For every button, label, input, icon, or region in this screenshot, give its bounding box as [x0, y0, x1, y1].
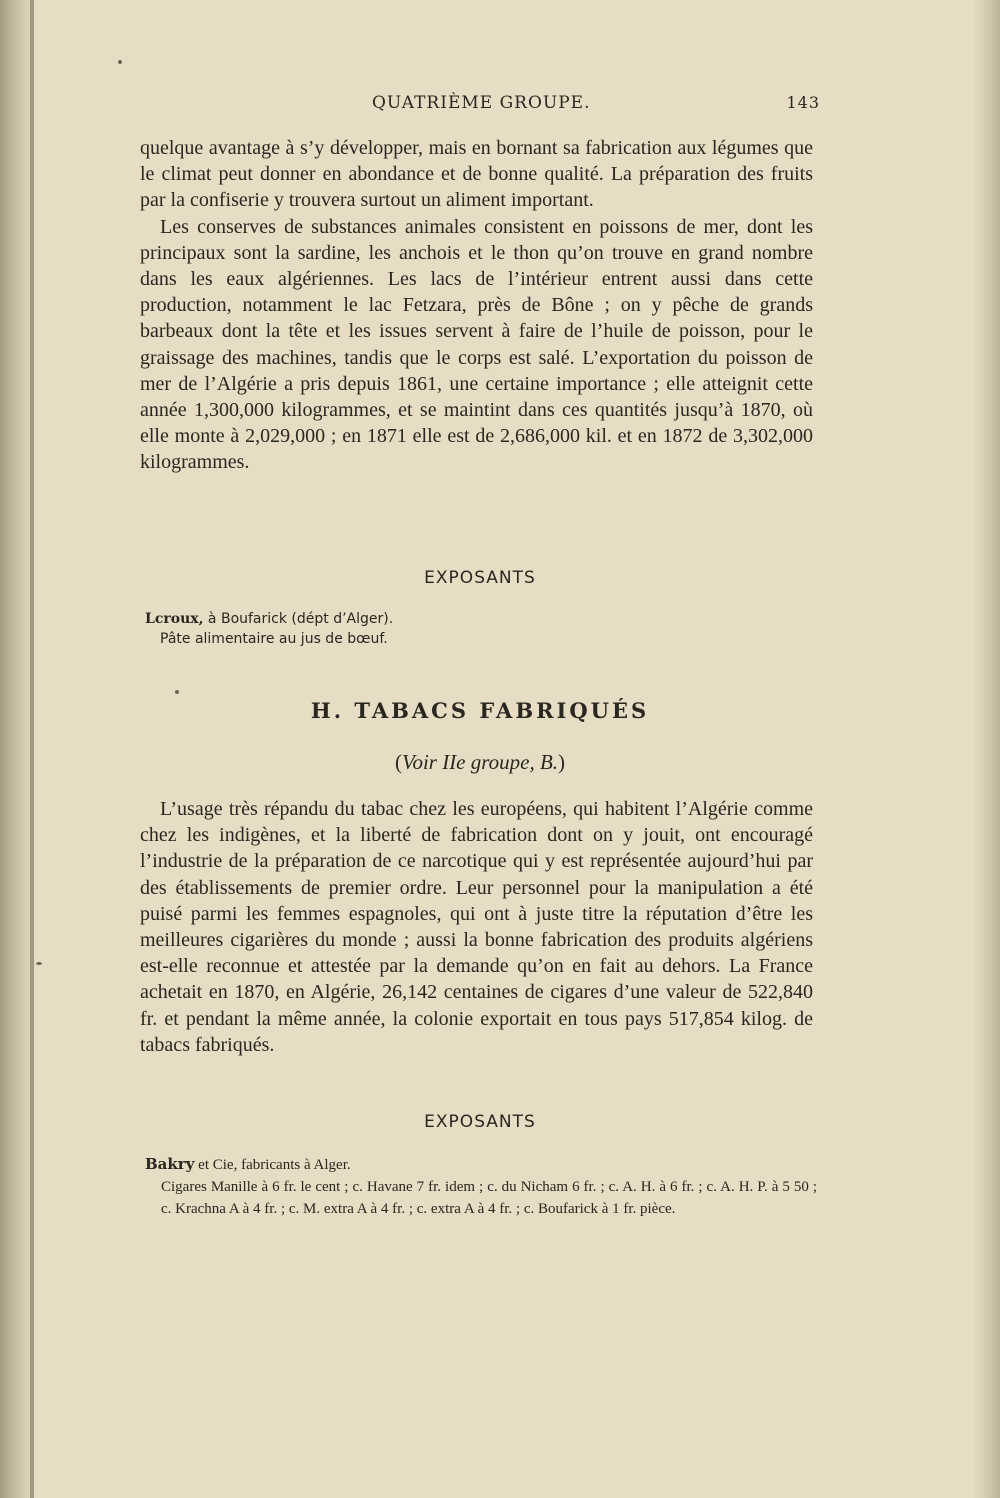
exhibitor-product: Cigares Manille à 6 fr. le cent ; c. Havane 7 fr. idem ; c. du Nicham 6 fr. ; c. A. H. à 6 fr. ; c. A. H. P. à 5 50 ; c. Krachna A à 4 fr. ; c. M. extra A à 4 fr. ; c. extra A à 4 fr. ; c. Boufarick à 1 fr. pièce.	[161, 1179, 817, 1217]
paper-speck	[118, 60, 122, 64]
page-number: 143	[786, 93, 820, 112]
paragraph: L’usage très répandu du tabac chez les européens, qui habitent l’Algérie comme chez les indigènes, et la liberté de fabrication dont on y jouit, ont encouragé l’industrie de la préparation de ce narcotique qui y est représentée aujourd’hui par des établissements de premier ordre. Leur personnel pour la manipulation a été puisé parmi les femmes espagnoles, qui ont à juste titre la réputation d’être les meilleures cigarières du monde ; aussi la bonne fabrication des produits algériens est-elle reconnue et attestée par la demande qu’on en fait au dehors. La France achetait en 1870, en Algérie, 26,142 centaines de cigares d’une valeur de 522,840 fr. et pendant la même année, la colonie exportait en tous pays 517,854 kilog. de tabacs fabriqués.	[140, 798, 813, 1056]
exhibitor-entry	[145, 609, 817, 649]
exhibitor-name: Lcroux,	[145, 611, 204, 627]
section-h-body	[140, 796, 813, 1058]
exposants-heading: EXPOSANTS	[424, 1112, 536, 1132]
binding-gutter	[30, 0, 34, 1498]
running-head-title: QUATRIÈME GROUPE.	[372, 93, 591, 113]
paper-speck	[175, 690, 179, 694]
page-edge	[972, 0, 1000, 1498]
paragraph: Les conserves de substances animales consistent en poissons de mer, dont les principaux sont la sardine, les anchois et le thon qu’on trouve en grand nombre dans les eaux algériennes. Les lacs de l’intérieur entrent aussi dans cette production, notamment le lac Fetzara, près de Bône ; on y pêche de grands barbeaux dont la tête et les issues servent à faire de l’huile de poisson, pour le graissage des machines, tandis que le corps est salé. L’exportation du poisson de mer de l’Algérie a pris depuis 1861, une certaine importance ; elle atteignit cette année 1,300,000 kilogrammes, et se maintint dans ces quantités jusqu’à 1870, où elle monte à 2,029,000 ; en 1871 elle est de 2,686,000 kil. et en 1872 de 3,302,000 kilogrammes.	[140, 215, 813, 474]
exhibitor-entry	[145, 1153, 817, 1220]
paragraph: quelque avantage à s’y développer, mais en bornant sa fabrication aux légumes que le climat peut donner en abondance et de bonne qualité. La préparation des fruits par la confiserie y trouvera surtout un aliment important.	[140, 137, 813, 212]
chapter-heading: H. TABACS FABRIQUÉS	[310, 698, 650, 723]
section-a-body	[140, 135, 813, 476]
running-head	[140, 93, 820, 117]
cross-reference-close: )	[558, 750, 566, 774]
exhibitor-product: Pâte alimentaire au jus de bœuf.	[160, 631, 388, 647]
cross-reference	[140, 750, 820, 775]
exposants-heading: EXPOSANTS	[424, 568, 536, 588]
exhibitor-location: et Cie, fabricants à Alger.	[194, 1157, 351, 1173]
exhibitor-name: Bakry	[145, 1155, 195, 1173]
paper-speck	[36, 962, 42, 965]
exhibitor-location: à Boufarick (dépt d’Alger).	[203, 611, 394, 627]
cross-reference-text: Voir IIe groupe, B.	[401, 750, 559, 774]
cross-reference-open: (	[394, 750, 402, 774]
